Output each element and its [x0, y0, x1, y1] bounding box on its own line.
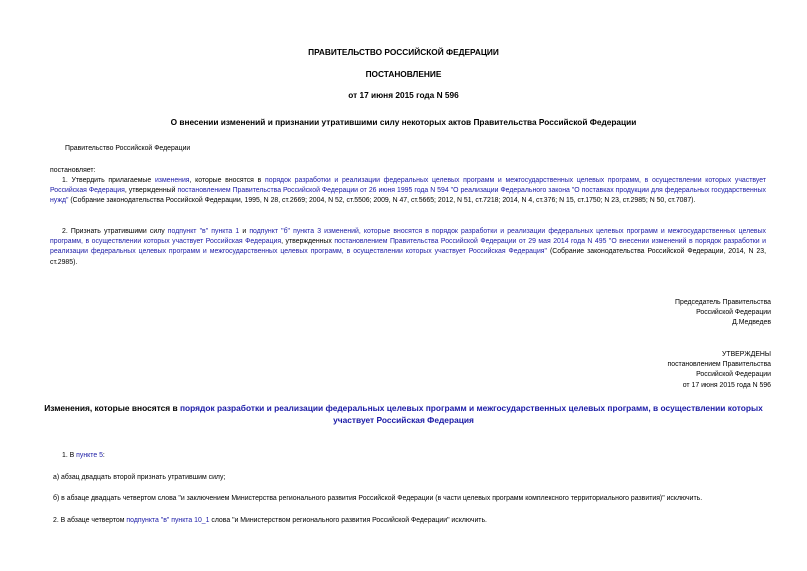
issuer-text: Правительство Российской Федерации — [65, 145, 191, 152]
item-1-text-d: (Собрание законодательства Российской Федерации, 1995, N 28, ст.2669; 2004, N 52, ст.5506; 2009, N 47, ст.5665; 2012, N 51, ст.7218; 2014, N 4, ст.376; N 15, ст.1750; N 23, ст.2985; N 50, ст.7087). — [68, 197, 696, 205]
change-1-text-a: 1. В — [62, 452, 77, 459]
signature-block — [675, 298, 771, 329]
annex-title-text: Изменения, которые вносятся в — [44, 403, 180, 413]
procedure-link[interactable]: порядок разработки и реализации федеральных целевых программ и межгосударственных целевых программ, в осуществлении которых участвует Российская Федерация — [50, 177, 767, 195]
annex-title — [30, 402, 777, 426]
item-5-link[interactable]: пункте 5 — [76, 452, 103, 459]
approved-title: УТВЕРЖДЕНЫ — [722, 351, 771, 358]
signature-position: Председатель Правительства — [675, 299, 771, 306]
approved-date: от 17 июня 2015 года N 596 — [682, 381, 771, 389]
subitem-v-item-10-1-link[interactable]: подпункта "в" пункта 10_1 — [126, 517, 210, 524]
item-1-text-a: 1. Утвердить прилагаемые — [62, 177, 155, 184]
approved-by: постановлением Правительства — [667, 361, 771, 369]
annex-procedure-link[interactable]: порядок разработки и реализации федеральных целевых программ и межгосударственных целевых программ, в осуществлении которых участвует Российская Федерация — [179, 403, 763, 425]
decree-594-link[interactable]: постановлением Правительства Российской Федерации от 26 июня 1995 года N 594 "О реализации Федерального закона "О поставках продукции для федеральных государственных нужд" — [50, 187, 766, 205]
item-2-text-d: (Собрание законодательства Российской Федерации, 2014, N 23, ст.2985). — [50, 248, 767, 266]
item-2-text-b: и — [239, 228, 250, 235]
change-2-text — [53, 516, 487, 526]
doc-type-heading: ПОСТАНОВЛЕНИЕ — [365, 69, 442, 79]
item-1-text-b: , которые вносятся в — [189, 177, 265, 184]
signature-name: Д.Медведев — [732, 319, 771, 327]
item-1-text-c: , утвержденный — [124, 187, 178, 195]
item-2-text-a: 2. Признать утратившими силу — [62, 228, 168, 235]
date-number-heading: от 17 июня 2015 года N 596 — [348, 90, 459, 100]
government-heading: ПРАВИТЕЛЬСТВО РОССИЙСКОЙ ФЕДЕРАЦИИ — [308, 47, 499, 57]
change-2-text-a: 2. В абзаце четвертом — [53, 517, 127, 524]
signature-country: Российской Федерации — [696, 309, 771, 317]
subitem-b-item-3-link[interactable]: подпункт "б" пункта 3 изменений, которые вносятся в порядок разработки и реализации федеральных целевых программ и межгосударственных целевых программ, в осуществлении которых участвует Российская Федерация — [50, 228, 766, 246]
changes-link[interactable]: изменения — [154, 177, 190, 184]
change-1-text-b: : — [102, 452, 105, 459]
approved-block — [668, 350, 772, 391]
decrees-text: постановляет: — [50, 167, 96, 174]
item-2-text-c: , утвержденных — [281, 238, 335, 246]
change-1a-text: а) абзац двадцать второй признать утратившим силу; — [53, 474, 226, 481]
approved-country: Российской Федерации — [696, 371, 771, 379]
item-1-paragraph — [50, 176, 766, 207]
subitem-v-item-1-link[interactable]: подпункт "в" пункта 1 — [167, 228, 240, 235]
item-2-paragraph — [50, 227, 766, 268]
change-1b-text: б) в абзаце двадцать четвертом слова "и заключением Министерства регионального развития Российской Федерации (в части целевых программ комплексного территориального развития)" исключить. — [53, 495, 703, 502]
document-title: О внесении изменений и признании утратившими силу некоторых актов Правительства Российской Федерации — [170, 117, 637, 127]
change-1-heading — [62, 451, 105, 461]
change-2-text-b: слова "и Министерством регионального развития Российской Федерации" исключить. — [209, 517, 487, 524]
decree-495-link[interactable]: постановлением Правительства Российской Федерации от 29 мая 2014 года N 495 "О внесении изменений в порядок разработки и реализации федеральных целевых программ и межгосударственных целевых программ, в осуществлении которых участвует Российская Федерация" — [50, 238, 766, 256]
